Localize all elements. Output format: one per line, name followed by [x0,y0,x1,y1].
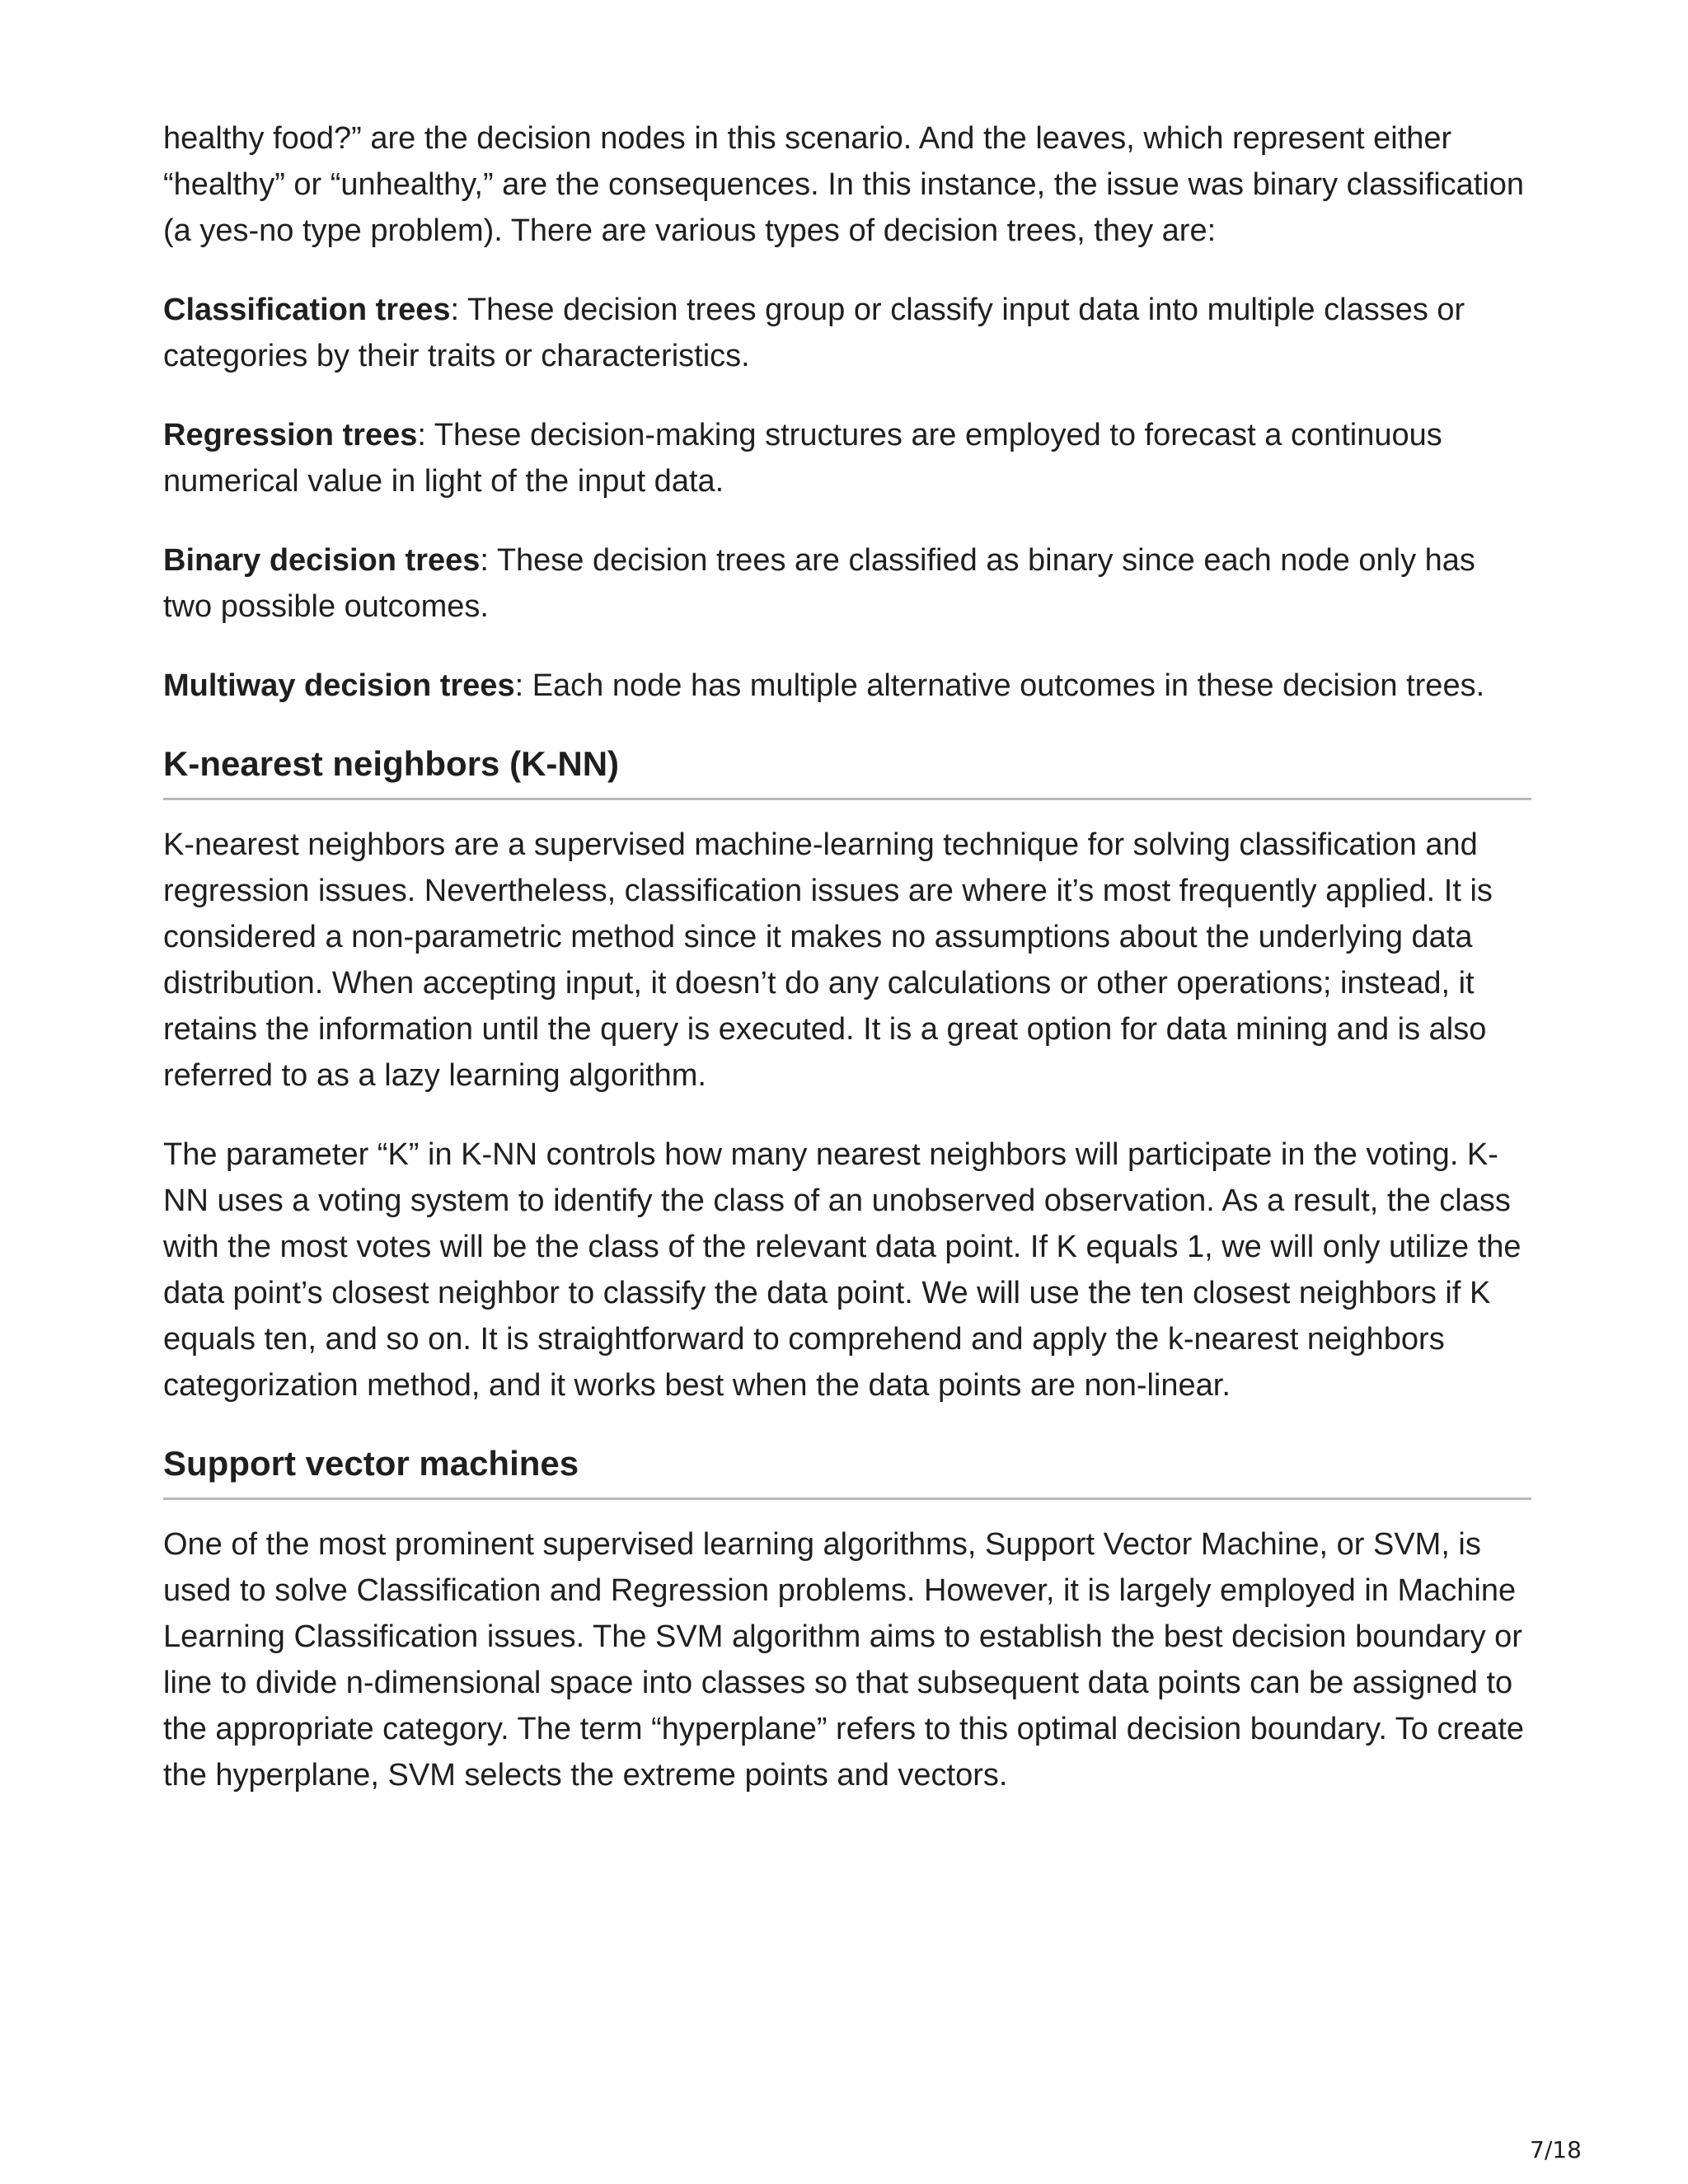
svm-paragraph-1: One of the most prominent supervised learning algorithms, Support Vector Machine, or SVM, is used to solve Classification and Regression problems. However, it is largely employed in Machine Learning Classification issues. The SVM algorithm aims to establish the best decision boundary or line to divide n-dimensional space into classes so that subsequent data points can be assigned to the appropriate category. The term “hyperplane” refers to this optimal decision boundary. To create the hyperplane, SVM selects the extreme points and vectors. [163,1527,1525,1793]
multiway-decision-trees-description: : Each node has multiple alternative outcomes in these decision trees. [514,668,1485,703]
knn-paragraph-1: K-nearest neighbors are a supervised machine-learning technique for solving classification and regression issues. Nevertheless, classification issues are where it’s most frequently applied. It is considered a non-parametric method since it makes no assumptions about the underlying data distribution. When accepting input, it doesn’t do any calculations or other operations; instead, it retains the information until the query is executed. It is a great option for data mining and is also referred to as a lazy learning algorithm. [163,827,1493,1093]
knn-paragraph-2: The parameter “K” in K-NN controls how many nearest neighbors will participate in the voting. K-NN uses a voting system to identify the class of an unobserved observation. As a result, the class with the most votes will be the class of the relevant data point. If K equals 1, we will only utilize the data point’s closest neighbor to classify the data point. We will use the ten closest neighbors if K equals ten, and so on. It is straightforward to comprehend and apply the k-nearest neighbors categorization method, and it works best when the data points are non-linear. [163,1137,1522,1403]
regression-trees-description: : These decision-making structures are employed to forecast a continuous numerical value in light of the input data. [163,418,1442,499]
classification-trees-description: : These decision trees group or classify input data into multiple classes or categories by their traits or characteristics. [163,293,1465,373]
binary-decision-trees-paragraph [163,537,1531,630]
document-body [163,115,1531,1831]
intro-paragraph: healthy food?” are the decision nodes in this scenario. And the leaves, which represent either “healthy” or “unhealthy,” are the consequences. In this instance, the issue was binary classification (a yes-no type problem). There are various types of decision trees, they are: [163,121,1525,248]
regression-trees-paragraph [163,412,1531,504]
multiway-decision-trees-paragraph [163,663,1531,709]
classification-trees-term: Classification trees [163,293,451,327]
page-number: 7/18 [1530,2136,1582,2163]
svm-heading: Support vector machines [163,1441,1531,1500]
multiway-decision-trees-term: Multiway decision trees [163,668,515,703]
binary-decision-trees-description: : These decision trees are classified as binary since each node only has two possible outcomes. [163,543,1475,624]
binary-decision-trees-term: Binary decision trees [163,543,481,578]
knn-heading: K-nearest neighbors (K-NN) [163,742,1531,800]
regression-trees-term: Regression trees [163,418,418,452]
classification-trees-paragraph [163,287,1531,379]
